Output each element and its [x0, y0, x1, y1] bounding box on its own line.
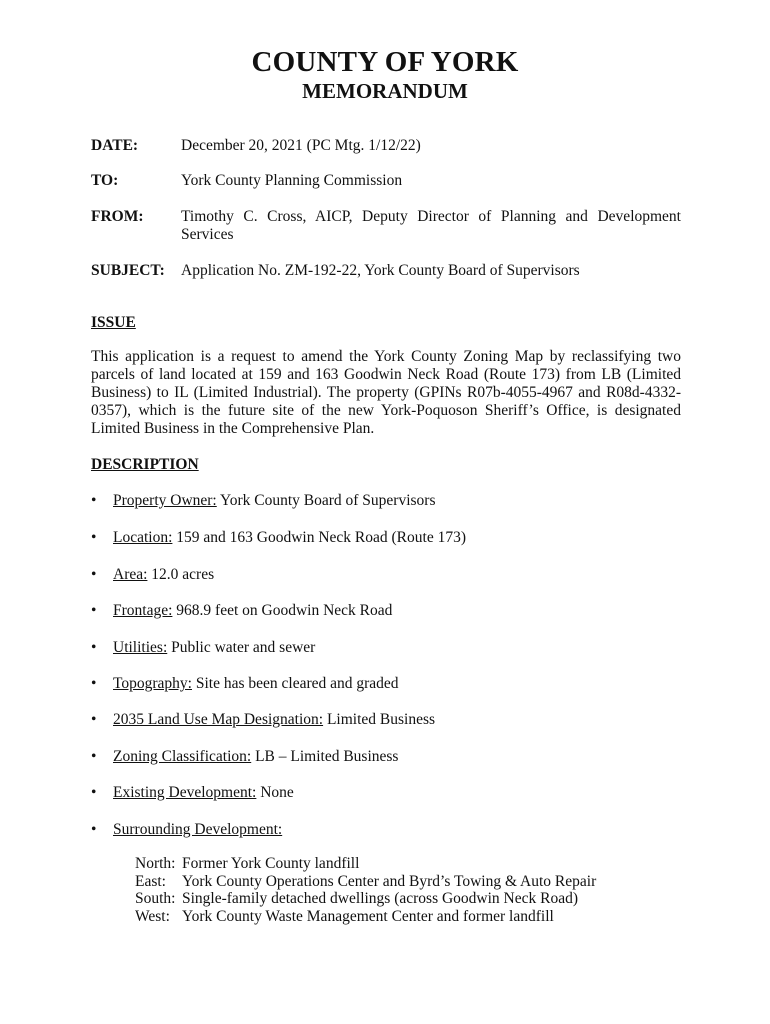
bullet-icon: •: [91, 492, 97, 509]
direction-label: West:: [135, 908, 170, 925]
bullet-icon: •: [91, 711, 97, 728]
surrounding-south: [135, 890, 578, 908]
direction-label: North:: [135, 855, 176, 872]
direction-text: Former York County landfill: [182, 855, 360, 872]
item-value: Public water and sewer: [167, 639, 316, 656]
item-value: 968.9 feet on Goodwin Neck Road: [172, 602, 393, 619]
to-label: TO:: [91, 172, 119, 189]
item-label: 2035 Land Use Map Designation:: [113, 711, 324, 728]
subject-label: SUBJECT:: [91, 262, 165, 279]
item-label: Existing Development:: [113, 784, 257, 801]
item-value: None: [256, 784, 294, 801]
item-value: Site has been cleared and graded: [191, 675, 399, 692]
item-value: York County Board of Supervisors: [216, 492, 436, 509]
direction-text: Single-family detached dwellings (across Goodwin Neck Road): [182, 890, 579, 907]
from-label: FROM:: [91, 208, 144, 225]
item-label: Surrounding Development:: [113, 821, 283, 838]
issue-paragraph: This application is a request to amend the York County Zoning Map by reclassifying two parcels of land located at 159 and 163 Goodwin Neck Road (Route 173) from LB (Limited Business) to IL (Limited Industrial). The property (GPINs R07b-4055-4967 and R08d-4332-0357), which is the future site of the new York-Poquoson Sheriff’s Office, is designated Limited Business in the Comprehensive Plan.: [91, 348, 681, 437]
direction-label: South:: [135, 890, 176, 907]
surrounding-north: [135, 855, 359, 873]
from-value: Timothy C. Cross, AICP, Deputy Director of Planning and Development Services: [181, 208, 681, 243]
item-label: Frontage:: [113, 602, 173, 619]
bullet-icon: •: [91, 566, 97, 583]
bullet-icon: •: [91, 821, 97, 838]
description-heading: DESCRIPTION: [91, 456, 199, 473]
issue-heading: ISSUE: [91, 314, 136, 331]
item-value: Limited Business: [323, 711, 436, 728]
date-value: December 20, 2021 (PC Mtg. 1/12/22): [181, 137, 421, 154]
item-label: Utilities:: [113, 639, 168, 656]
item-label: Zoning Classification:: [113, 748, 252, 765]
direction-label: East:: [135, 873, 166, 890]
item-label: Location:: [113, 529, 173, 546]
bullet-icon: •: [91, 602, 97, 619]
date-label: DATE:: [91, 137, 139, 154]
document-subtitle: MEMORANDUM: [302, 79, 468, 103]
to-value: York County Planning Commission: [181, 172, 403, 189]
item-value: 12.0 acres: [147, 566, 215, 583]
document-title: COUNTY OF YORK: [251, 46, 519, 78]
bullet-icon: •: [91, 748, 97, 765]
bullet-icon: •: [91, 529, 97, 546]
item-value: LB – Limited Business: [251, 748, 399, 765]
subject-value: Application No. ZM-192-22, York County Board of Supervisors: [181, 262, 580, 279]
item-label: Area:: [113, 566, 148, 583]
surrounding-east: [135, 873, 596, 891]
bullet-icon: •: [91, 675, 97, 692]
item-value: 159 and 163 Goodwin Neck Road (Route 173): [172, 529, 466, 546]
direction-text: York County Operations Center and Byrd’s Towing & Auto Repair: [182, 873, 597, 890]
item-label: Topography:: [113, 675, 192, 692]
bullet-icon: •: [91, 784, 97, 801]
direction-text: York County Waste Management Center and former landfill: [182, 908, 554, 925]
surrounding-west: [135, 908, 554, 926]
item-label: Property Owner:: [113, 492, 217, 509]
bullet-icon: •: [91, 639, 97, 656]
